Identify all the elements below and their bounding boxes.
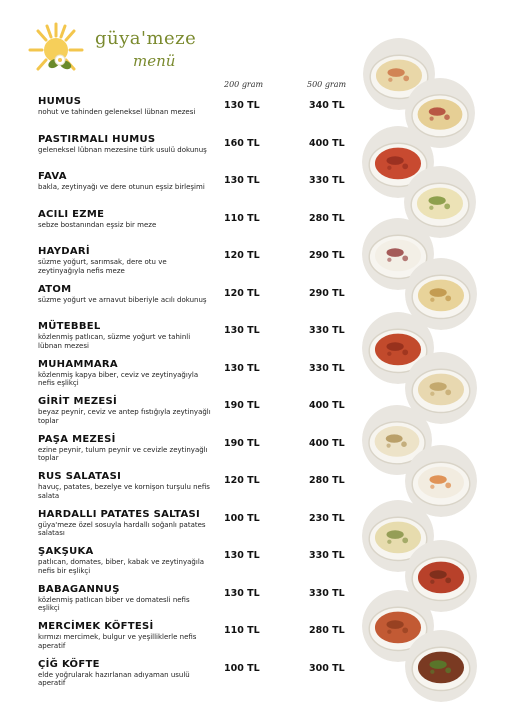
price-500-gram: 400 TL xyxy=(309,137,345,149)
price-200-gram: 130 TL xyxy=(224,325,260,336)
column-header-200-gram: 200 gram xyxy=(224,80,264,89)
menu-item-name: ATOM xyxy=(38,283,72,295)
price-500-gram: 330 TL xyxy=(309,550,345,561)
menu-item-description: süzme yoğurt, sarımsak, dere otu ve zeytinyağıyla nefis meze xyxy=(38,258,167,275)
menu-item xyxy=(38,284,358,322)
price-500-gram: 280 TL xyxy=(309,212,345,224)
menu-item-name: BABAGANNUŞ xyxy=(38,583,120,595)
menu-item xyxy=(38,584,358,622)
menu-item xyxy=(38,509,358,547)
price-200-gram: 120 TL xyxy=(224,475,260,486)
price-500-gram: 290 TL xyxy=(309,287,345,299)
price-200-gram: 100 TL xyxy=(224,512,260,524)
price-200-gram: 110 TL xyxy=(224,212,260,224)
menu-item-name: HAYDARİ xyxy=(38,246,90,257)
price-200-gram: 190 TL xyxy=(224,400,260,411)
menu-item xyxy=(38,134,358,172)
menu-item-description: beyaz peynir, ceviz ve antep fıstığıyla zeytinyağlı toplar xyxy=(38,408,211,425)
price-200-gram: 130 TL xyxy=(224,587,260,599)
price-500-gram: 230 TL xyxy=(309,512,345,524)
price-500-gram: 330 TL xyxy=(309,362,345,374)
price-500-gram: 400 TL xyxy=(309,437,345,449)
menu-item xyxy=(38,471,358,509)
column-header-500-gram: 500 gram xyxy=(307,80,347,89)
menu-item-description: sebze bostanından eşsiz bir meze xyxy=(38,220,157,229)
menu-item-description: nohut ve tahinden geleneksel lübnan mezesi xyxy=(38,108,196,116)
menu-item xyxy=(38,659,358,697)
price-500-gram: 330 TL xyxy=(309,175,345,186)
menu-item-name: GİRİT MEZESİ xyxy=(38,396,118,407)
price-200-gram: 130 TL xyxy=(224,175,260,186)
price-200-gram: 130 TL xyxy=(224,100,260,111)
menu-item-name: MERCİMEK KÖFTESİ xyxy=(38,621,154,632)
menu-item-name: HUMUS xyxy=(38,96,82,107)
menu-item-name: MUHAMMARA xyxy=(38,358,118,370)
price-500-gram: 300 TL xyxy=(309,662,345,674)
menu-item-description: güya'meze özel sosuyla hardallı soğanlı patates salatası xyxy=(38,520,206,537)
price-200-gram: 120 TL xyxy=(224,250,260,261)
menu-item-name: MÜTEBBEL xyxy=(38,321,101,332)
menu-item-name: PAŞA MEZESİ xyxy=(38,433,116,445)
price-200-gram: 100 TL xyxy=(224,662,260,674)
menu-item xyxy=(38,209,358,247)
price-500-gram: 400 TL xyxy=(309,400,345,411)
menu-item-name: FAVA xyxy=(38,171,67,182)
price-200-gram: 160 TL xyxy=(224,137,260,149)
price-500-gram: 280 TL xyxy=(309,625,345,636)
menu-item-description: közlenmiş kapya biber, ceviz ve zeytinyağıyla nefis eşlikçi xyxy=(38,370,199,387)
price-200-gram: 110 TL xyxy=(224,625,260,636)
price-200-gram: 130 TL xyxy=(224,362,260,374)
price-500-gram: 330 TL xyxy=(309,325,345,336)
menu-item-description: közlenmiş patlıcan biber ve domatesli nefis eşlikçi xyxy=(38,595,190,612)
menu-item-name: ÇİĞ KÖFTE xyxy=(38,658,100,670)
price-200-gram: 190 TL xyxy=(224,437,260,449)
menu-item-name: PASTIRMALI HUMUS xyxy=(38,133,156,145)
menu-item xyxy=(38,621,358,659)
menu-item-name: HARDALLI PATATES SALTASI xyxy=(38,508,201,520)
brand-name: güya'meze xyxy=(95,28,197,49)
menu-item-description: ezine peynir, tulum peynir ve cevizle zeytinyağlı toplar xyxy=(38,445,208,462)
menu-item-name: ŞAKŞUKA xyxy=(38,546,94,557)
menu-item xyxy=(38,246,358,284)
menu-item xyxy=(38,96,358,134)
price-500-gram: 330 TL xyxy=(309,587,345,599)
brand-subtitle: menü xyxy=(133,52,176,70)
price-500-gram: 280 TL xyxy=(309,475,345,486)
menu-item-description: elde yoğrularak hazırlanan adıyaman usulü aperatif xyxy=(38,670,190,687)
menu-item-description: geleneksel lübnan mezesine türk usulü dokunuş xyxy=(38,145,207,154)
menu-item xyxy=(38,396,358,434)
menu-item xyxy=(38,359,358,397)
cig-kofte-dish-icon xyxy=(405,630,477,702)
menu-item-description: kırmızı mercimek, bulgur ve yeşilliklerle nefis aperatif xyxy=(38,633,197,650)
menu-item xyxy=(38,321,358,359)
price-200-gram: 120 TL xyxy=(224,287,260,299)
menu-item-description: havuç, patates, bezelye ve kornişon turşulu nefis salata xyxy=(38,483,210,500)
price-500-gram: 340 TL xyxy=(309,100,345,111)
menu-item xyxy=(38,171,358,209)
menu-item-description: közlenmiş patlıcan, süzme yoğurt ve tahinli lübnan mezesi xyxy=(38,333,191,350)
menu-item-description: bakla, zeytinyağı ve dere otunun eşsiz birleşimi xyxy=(38,183,205,191)
menu-list xyxy=(38,96,358,696)
menu-item xyxy=(38,434,358,472)
menu-item-description: süzme yoğurt ve arnavut biberiyle acılı dokunuş xyxy=(38,295,207,304)
menu-item-name: ACILI EZME xyxy=(38,208,105,220)
price-200-gram: 130 TL xyxy=(224,550,260,561)
menu-item-name: RUS SALATASI xyxy=(38,471,122,482)
menu-item xyxy=(38,546,358,584)
price-500-gram: 290 TL xyxy=(309,250,345,261)
menu-item-description: patlıcan, domates, biber, kabak ve zeytinyağıla nefis bir eşlikçi xyxy=(38,558,205,575)
